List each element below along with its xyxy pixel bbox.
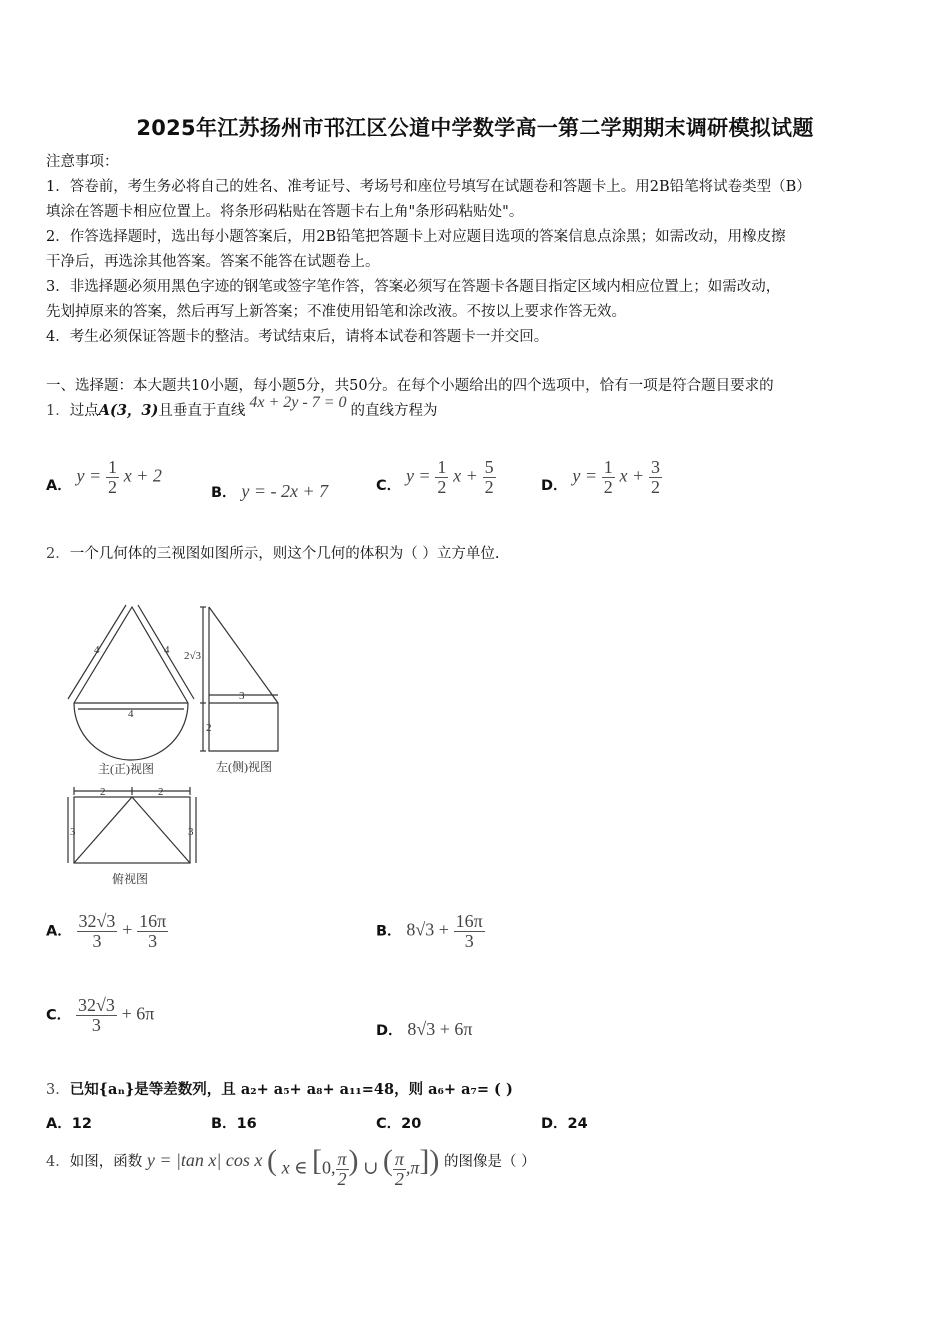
question-4-pre: 如图，函数 xyxy=(69,1153,143,1170)
q2-option-a-d1: 3 xyxy=(92,931,102,951)
q1-option-d-label: D． xyxy=(541,477,568,494)
q2-option-a-n2: 16π xyxy=(139,911,167,931)
q1-option-d-lhs: y = xyxy=(572,465,597,486)
q1-option-a-label: A． xyxy=(46,477,72,494)
q1-option-d-num2: 3 xyxy=(650,457,660,477)
top-view-caption: 俯视图 xyxy=(112,872,149,886)
side-view-caption: 左(侧)视图 xyxy=(216,760,272,774)
q1-option-c-lhs: y = xyxy=(405,465,431,486)
q2-option-c-n1: 32√3 xyxy=(77,995,115,1015)
question-1 xyxy=(46,394,906,438)
q2-option-c-d1: 3 xyxy=(91,1015,101,1035)
front-label-right: 4 xyxy=(164,644,170,656)
q1-option-c-mid: x + xyxy=(453,465,478,486)
top-label-right: 2 xyxy=(158,786,164,798)
question-4-function: y = |tan x| cos x xyxy=(146,1149,263,1170)
q2-option-a-label: A． xyxy=(46,923,72,940)
question-2-text: 一个几何体的三视图如图所示，则这个几何的体积为（ ）立方单位. xyxy=(69,546,500,562)
q3-option-c[interactable] xyxy=(376,1112,421,1133)
q3-option-a-value: 12 xyxy=(71,1116,92,1132)
question-2 xyxy=(46,542,906,567)
question-4-interval1-start: 0, xyxy=(322,1157,336,1178)
q1-option-c-num2: 5 xyxy=(484,457,494,477)
q1-option-a-lhs: y = xyxy=(76,465,102,486)
section-heading: 一、选择题：本大题共10小题，每小题5分，共50分。在每个小题给出的四个选项中，恰有一项是符合题目要求的 xyxy=(46,378,774,394)
notice-line-4: 4．考生必须保证答题卡的整洁。考试结束后，请将本试卷和答题卡一并交回。 xyxy=(46,329,549,345)
q1-option-a-num: 1 xyxy=(107,457,117,477)
question-4-pi-b: π xyxy=(394,1149,404,1169)
question-4-interval2-end: ,π xyxy=(405,1157,420,1178)
side-view-outline xyxy=(209,607,278,751)
question-1-mid: 且垂直于直线 xyxy=(158,403,246,419)
q1-option-c-den2: 2 xyxy=(484,477,494,497)
notice-line-1b: 填涂在答题卡相应位置上。将条形码粘贴在答题卡右上角"条形码粘贴处"。 xyxy=(46,204,524,220)
question-4-two-a: 2 xyxy=(337,1169,347,1189)
question-1-line-equation: 4x + 2y - 7 = 0 xyxy=(249,394,347,411)
notice-line-1a: 1．答卷前，考生务必将自己的姓名、准考证号、考场号和座位号填写在试题卷和答题卡上。用2B铅笔将试卷类型（B） xyxy=(46,179,811,195)
top-view-triangle xyxy=(74,797,190,863)
q2-option-b[interactable] xyxy=(376,912,485,951)
question-4-pi-a: π xyxy=(337,1149,347,1169)
top-label-right-height: 3 xyxy=(188,826,194,838)
notice-line-2a: 2．作答选择题时，选出每小题答案后，用2B铅笔把答题卡上对应题目选项的答案信息点涂黑；如需改动，用橡皮擦 xyxy=(46,229,786,245)
notice xyxy=(46,150,906,350)
q1-option-d-den2: 2 xyxy=(650,477,660,497)
question-4-two-b: 2 xyxy=(394,1169,404,1189)
q1-option-d-den: 2 xyxy=(603,477,613,497)
q3-option-c-value: 20 xyxy=(401,1116,422,1132)
q3-option-b-label: B． xyxy=(211,1116,237,1132)
q3-option-d-label: D． xyxy=(541,1116,568,1132)
side-label-width: 3 xyxy=(239,690,245,702)
front-label-base: 4 xyxy=(128,708,134,720)
q2-option-d[interactable] xyxy=(376,1019,472,1040)
q3-option-a[interactable] xyxy=(46,1112,92,1133)
front-view-triangle xyxy=(74,607,188,703)
three-view-figure xyxy=(60,595,300,895)
q1-option-a-den: 2 xyxy=(107,477,117,497)
question-3-number: 3． xyxy=(46,1082,70,1098)
front-label-left: 4 xyxy=(94,644,100,656)
q1-option-c-den: 2 xyxy=(437,477,447,497)
question-4: 4．如图，函数 y = |tan x| cos x ( x ∈ [0, $\frac{\pi}{2}$ ) ∪ ( $\frac{\pi}{2}$ ,π]) 的图像是（ ） xyxy=(46,1143,536,1189)
q1-option-d[interactable] xyxy=(541,458,662,497)
q3-option-c-label: C． xyxy=(376,1116,402,1132)
top-label-left-height: 3 xyxy=(70,826,76,838)
top-label-left: 2 xyxy=(100,786,106,798)
q2-option-b-d2: 3 xyxy=(464,931,474,951)
q1-option-d-num: 1 xyxy=(603,457,613,477)
q1-option-c[interactable] xyxy=(376,458,496,497)
q1-option-a[interactable] xyxy=(46,458,162,497)
q2-option-b-label: B． xyxy=(376,923,402,940)
page-title: 2025年江苏扬州市邗江区公道中学数学高一第二学期期末调研模拟试题 xyxy=(136,116,814,140)
question-2-number: 2． xyxy=(46,546,70,562)
q2-option-c-post: + 6π xyxy=(121,1003,155,1024)
q1-option-b-text: y = - 2x + 7 xyxy=(241,481,329,501)
front-view-caption: 主(正)视图 xyxy=(98,762,154,776)
notice-line-3a: 3．非选择题必须用黑色字迹的钢笔或签字笔作答，答案必须写在答题卡各题目指定区域内相应位置上；如需改动， xyxy=(46,279,781,295)
q2-option-d-text: 8√3 + 6π xyxy=(407,1019,473,1039)
notice-line-2b: 干净后，再选涂其他答案。答案不能答在试题卷上。 xyxy=(46,254,380,270)
q1-option-b[interactable] xyxy=(211,481,328,502)
q3-option-b-value: 16 xyxy=(236,1116,257,1132)
q2-option-d-label: D． xyxy=(376,1023,403,1039)
q1-option-c-num: 1 xyxy=(437,457,447,477)
q2-option-a-d2: 3 xyxy=(148,931,158,951)
question-4-domain-pre: x ∈ xyxy=(281,1157,308,1178)
question-1-post: 的直线方程为 xyxy=(350,403,438,419)
q2-option-a-n1: 32√3 xyxy=(78,911,116,931)
question-3 xyxy=(46,1077,906,1103)
q3-option-d[interactable] xyxy=(541,1112,588,1133)
q3-option-d-value: 24 xyxy=(567,1116,588,1132)
q1-option-c-label: C． xyxy=(376,477,402,494)
question-1-point: A(3，3) xyxy=(98,402,159,419)
notice-line-3b: 先划掉原来的答案，然后再写上新答案；不准使用铅笔和涂改液。不按以上要求作答无效。 xyxy=(46,304,626,320)
question-4-number: 4． xyxy=(46,1153,70,1170)
q1-option-b-label: B． xyxy=(211,485,237,501)
question-3-text: 已知{aₙ}是等差数列，且 a₂+ a₅+ a₈+ a₁₁=48，则 a₆+ a₇= ( ) xyxy=(69,1081,513,1098)
question-1-pre: 过点 xyxy=(69,403,99,419)
q2-option-b-n2: 16π xyxy=(455,911,483,931)
q2-option-c[interactable] xyxy=(46,996,154,1035)
q1-option-a-rest: x + 2 xyxy=(123,465,162,486)
q3-option-a-label: A． xyxy=(46,1116,72,1132)
q2-option-a[interactable]: A． $\frac{32√3}{3}$ + $\frac{16\pi}{3}$ xyxy=(46,911,167,951)
q2-option-b-pre: 8√3 + xyxy=(406,919,449,940)
question-4-union: ∪ xyxy=(363,1157,379,1178)
side-label-height: 2√3 xyxy=(184,650,202,662)
top-view-rect xyxy=(74,797,190,863)
side-label-lower: 2 xyxy=(206,722,212,734)
question-1-number: 1． xyxy=(46,403,70,419)
q3-option-b[interactable] xyxy=(211,1112,257,1133)
q2-option-c-label: C． xyxy=(46,1007,72,1024)
q1-option-d-mid: x + xyxy=(619,465,645,486)
notice-heading: 注意事项： xyxy=(46,154,119,170)
question-4-post: 的图像是（ ） xyxy=(444,1153,536,1170)
